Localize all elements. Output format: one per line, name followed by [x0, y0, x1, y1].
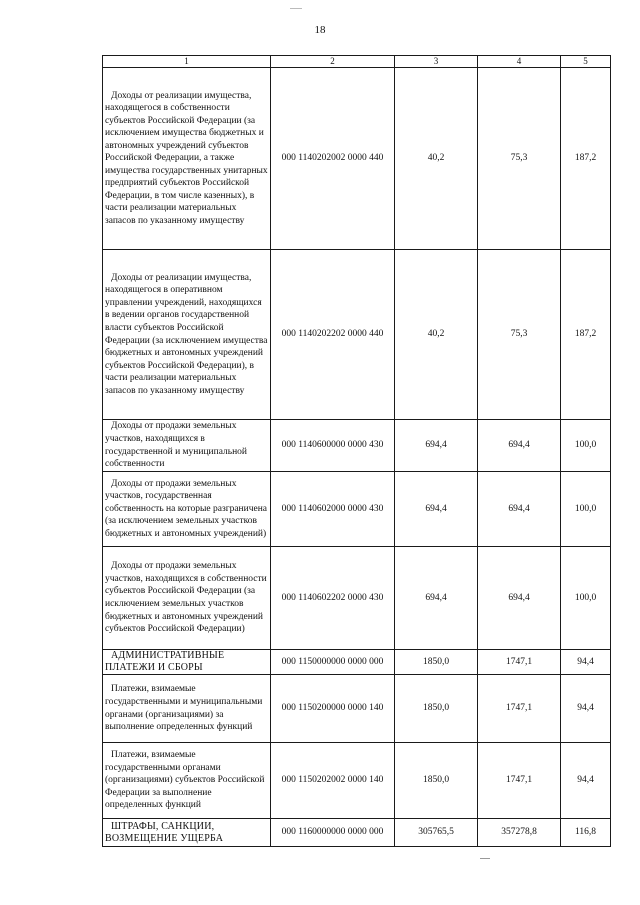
- row-value-col3: 40,2: [395, 68, 478, 250]
- row-value-col4: 357278,8: [478, 819, 561, 847]
- row-code: 000 1160000000 0000 000: [271, 819, 395, 847]
- table-row: [103, 819, 611, 847]
- row-name-text: Доходы от реализации имущества, находящегося в собственности субъектов Российской Федерации (за исключением имущества бюджетных и автономных учреждений субъектов Российской Федерации, а также имущества государственных унитарных предприятий субъектов Российской Федерации, в том числе казенных), в части реализации материальных запасов по указанному имуществу: [105, 90, 268, 226]
- row-name-text: Платежи, взимаемые государственными органами (организациями) субъектов Российской Федерации за выполнение определенных функций: [105, 750, 265, 811]
- row-value-col4: 1747,1: [478, 675, 561, 743]
- row-name-text: ШТРАФЫ, САНКЦИИ, ВОЗМЕЩЕНИЕ УЩЕРБА: [105, 820, 224, 844]
- row-code: 000 1140602202 0000 430: [271, 547, 395, 650]
- row-name-text: Доходы от продажи земельных участков, находящихся в собственности субъектов Российской Федерации (за исключением земельных участков бюджетных и автономных учреждений субъектов Российской Федерации): [105, 561, 267, 635]
- row-value-col3: 305765,5: [395, 819, 478, 847]
- row-value-col3: 694,4: [395, 420, 478, 472]
- table-row: [103, 472, 611, 547]
- row-name: [103, 819, 271, 847]
- row-value-col5: 116,8: [561, 819, 611, 847]
- row-name: [103, 472, 271, 547]
- row-code: 000 1150200000 0000 140: [271, 675, 395, 743]
- header-cell: 3: [395, 56, 478, 68]
- row-value-col4: 694,4: [478, 547, 561, 650]
- row-value-col3: 694,4: [395, 472, 478, 547]
- row-name: [103, 547, 271, 650]
- row-code: 000 1140202202 0000 440: [271, 250, 395, 420]
- header-cell: 2: [271, 56, 395, 68]
- table-row: [103, 650, 611, 675]
- page-number: 18: [314, 24, 326, 36]
- row-name: [103, 675, 271, 743]
- table-row: [103, 675, 611, 743]
- row-value-col3: 40,2: [395, 250, 478, 420]
- row-value-col4: 1747,1: [478, 743, 561, 819]
- row-name-text: Доходы от продажи земельных участков, находящихся в государственной и муниципальной собственности: [105, 421, 248, 470]
- row-value-col4: 75,3: [478, 250, 561, 420]
- table-row: [103, 743, 611, 819]
- row-value-col5: 94,4: [561, 675, 611, 743]
- row-name: [103, 250, 271, 420]
- row-code: 000 1150000000 0000 000: [271, 650, 395, 675]
- row-name: [103, 743, 271, 819]
- row-value-col3: 694,4: [395, 547, 478, 650]
- scan-mark: [290, 8, 302, 9]
- row-value-col3: 1850,0: [395, 743, 478, 819]
- row-value-col5: 94,4: [561, 743, 611, 819]
- row-name-text: Платежи, взимаемые государственными и муниципальными органами (организациями) за выполнение определенных функций: [105, 684, 263, 733]
- table-row: [103, 68, 611, 250]
- table-row: [103, 250, 611, 420]
- row-value-col4: 1747,1: [478, 650, 561, 675]
- scan-mark: [480, 858, 490, 859]
- row-value-col5: 100,0: [561, 547, 611, 650]
- row-code: 000 1140600000 0000 430: [271, 420, 395, 472]
- header-cell: 5: [561, 56, 611, 68]
- row-code: 000 1150202002 0000 140: [271, 743, 395, 819]
- row-value-col4: 694,4: [478, 472, 561, 547]
- row-value-col5: 187,2: [561, 250, 611, 420]
- row-value-col5: 187,2: [561, 68, 611, 250]
- row-code: 000 1140202002 0000 440: [271, 68, 395, 250]
- row-value-col5: 94,4: [561, 650, 611, 675]
- row-name-text: Доходы от реализации имущества, находящегося в оперативном управлении учреждений, находящихся в ведении органов государственной власти субъектов Российской Федерации (за исключением имущества бюджетных и автономных учреждений субъектов Российской Федерации), в части реализации материальных запасов по указанному имуществу: [105, 272, 268, 396]
- table-row: [103, 420, 611, 472]
- row-name-text: Доходы от продажи земельных участков, государственная собственность на которые разграничена (за исключением земельных участков бюджетных и автономных учреждений): [105, 478, 268, 539]
- row-value-col4: 694,4: [478, 420, 561, 472]
- row-value-col3: 1850,0: [395, 675, 478, 743]
- header-cell: 4: [478, 56, 561, 68]
- header-cell: 1: [103, 56, 271, 68]
- row-value-col4: 75,3: [478, 68, 561, 250]
- row-code: 000 1140602000 0000 430: [271, 472, 395, 547]
- row-name: [103, 68, 271, 250]
- revenue-table: [102, 55, 611, 847]
- row-value-col3: 1850,0: [395, 650, 478, 675]
- row-value-col5: 100,0: [561, 472, 611, 547]
- row-name: [103, 650, 271, 675]
- row-value-col5: 100,0: [561, 420, 611, 472]
- table-row: [103, 547, 611, 650]
- table-header-row: [103, 56, 611, 68]
- row-name: [103, 420, 271, 472]
- row-name-text: АДМИНИСТРАТИВНЫЕ ПЛАТЕЖИ И СБОРЫ: [105, 650, 225, 673]
